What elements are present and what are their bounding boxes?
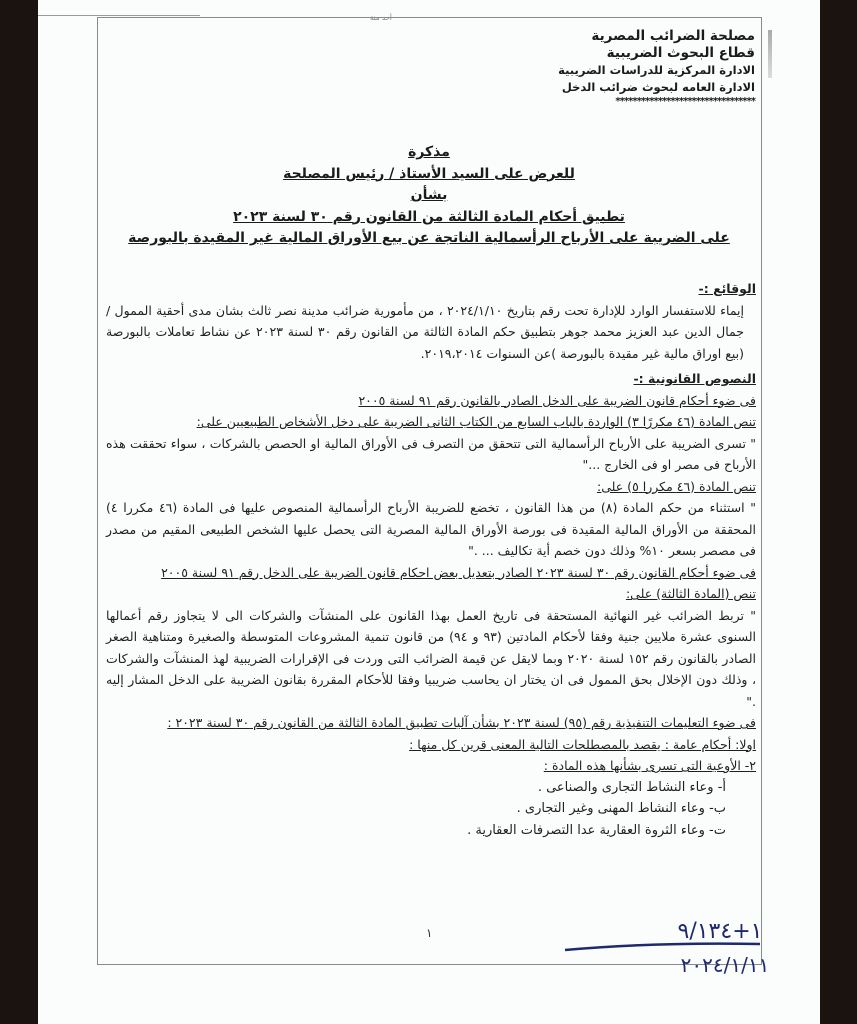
facts-paragraph: إيماء للاستفسار الوارد للإدارة تحت رقم بتاريخ ٢٠٢٤/١/١٠ ، من مأمورية ضرائب مدينة نصر ثالث بشان مدى أحقية الممول / جمال الدين عبد العزيز محمد جوهر بتطبيق حكم المادة الثالثة من القانون رقم ٣٠ لسنة ٢٠٢٣ عن نشاط تعاملات بالبورصة (بيع اوراق مالية غير مقيدة بالبورصة )عن السنوات ٢٠١٩،٢٠١٤. (106, 302, 744, 361)
page-number: ١ (426, 926, 433, 940)
article3-quote: " تربط الضرائب غير النهائية المستحقة فى تاريخ العمل بهذا القانون على المنشآت والشركات الى لا يتجاوز رقم أعمالها السنوى عشرة ملايين جنية وفقا لأحكام المادتين (٩٣ و ٩٤) من قانون تنمية المشروعات المتوسطة والصغيرة ومتناهية الصغر الصادر بالقانون رقم ١٥٢ لسنة ٢٠٢٠ وبما لايقل عن قيمة الضرائب التى وردت فى الإقرارات الضريبية لهذ المنشآت والشركات ، وذلك دون الإخلال بحق الممول فى ان يختار ان يحاسب ضريبيا وفقا للأحكام المقررة بقانون الضريبة على الدخل المشار إليه ." (106, 607, 757, 709)
top-edge-line (38, 15, 200, 16)
memo-title-block (103, 142, 755, 250)
memo-subject-line2: على الضريبة على الأرباح الرأسمالية الناتجة عن بيع الأوراق المالية غير المقيدة بالبورصة (128, 230, 730, 246)
memo-label: مذكرة (408, 144, 450, 160)
binder-tab-mark (768, 30, 772, 78)
memo-subject-line1: تطبيق أحكام المادة الثالثة من القانون رقم ٣٠ لسنة ٢٠٢٣ (233, 208, 625, 225)
handwritten-ref: ١+٩/١٣٤ (677, 919, 763, 944)
law91-intro: فى ضوء أحكام قانون الضريبة على الدخل الصادر بالقانون رقم ٩١ لسنة ٢٠٠٥ (358, 392, 756, 408)
pool-item: ت- وعاء الثروة العقارية عدا التصرفات العقارية . (467, 822, 726, 838)
letterhead-authority: مصلحة الضرائب المصرية (591, 28, 755, 44)
pools-heading: ٢- الأوعية التى تسرى بشأنها هذه المادة : (543, 758, 756, 773)
letterhead-sector: قطاع البحوث الضريبية (606, 45, 755, 61)
article46-5-intro: تنص المادة (٤٦ مكررا ٥) على: (596, 478, 756, 494)
letterhead-general-admin: الادارة العامه لبحوث ضرائب الدخل (561, 80, 755, 94)
letterhead-separator: ********************************* (615, 96, 755, 107)
legal-texts-heading: النصوص القانونية :- (633, 371, 756, 386)
handwritten-date: ٢٠٢٤/١/١١ (680, 953, 770, 977)
top-faint-marks: أحد منة (370, 14, 392, 22)
handwritten-annotation (545, 912, 775, 982)
facts-heading: الوقائع :- (698, 281, 756, 296)
handwritten-underline (565, 944, 760, 950)
memo-addressee: للعرض على السيد الأستاذ / رئيس المصلحة (283, 165, 575, 182)
letterhead-central-admin: الادارة المركزية للدراسات الضريبية (558, 63, 755, 77)
article46-5-quote: " استثناء من حكم المادة (٨) من هذا القانون ، تخضع للضريبة الأرباح الرأسمالية المنصوص عليها فى المادة (٤٦ مكررا ٤) المحققة من الأوراق المالية المقيدة فى بورصة الأوراق المالية المصرية التى يحصل عليها الشخص الطبيعى المقيم من مصدر فى مصصر بسعر ١٠% وذلك دون خصم أية تكاليف ... ." (106, 500, 756, 558)
law30-intro: فى ضوء أحكام القانون رقم ٣٠ لسنة ٢٠٢٣ الصادر بتعديل بعض احكام قانون الضريبة على الدخل رقم ٩١ لسنة ٢٠٠٥ (161, 564, 756, 580)
letterhead (103, 28, 755, 108)
article46-3-intro: تنص المادة (٤٦ مكررًا ٣) الواردة بالباب السابع من الكتاب الثانى الضريبة على دخل الأشخاص الطبيعيين على: (196, 414, 756, 429)
pool-item: ب- وعاء النشاط المهنى وغير التجارى . (516, 801, 726, 816)
article46-3-quote: " تسرى الضريبة على الأرباح الرأسمالية التى تتحقق من التصرف فى الأوراق المالية او الحصص بالشركات ، سواء تحققت هذه الأرباح فى مصر او فى الخارج ..." (106, 435, 756, 472)
pool-item: أ- وعاء النشاط التجارى والصناعى . (537, 779, 726, 795)
general-provisions-heading: اولا: أحكام عامة : يقصد بالمصطلحات التالية المعنى قرين كل منها : (409, 736, 756, 752)
memo-body (106, 278, 756, 841)
instructions95-intro: فى ضوء التعليمات التنفيذية رقم (٩٥) لسنة ٢٠٢٣ بشأن آليات تطبيق المادة الثالثة من القانون رقم ٣٠ لسنة ٢٠٢٣ : (167, 715, 756, 730)
article3-intro: تنص (المادة الثالثة) على: (625, 586, 756, 601)
memo-regarding: بشأن (410, 187, 448, 203)
